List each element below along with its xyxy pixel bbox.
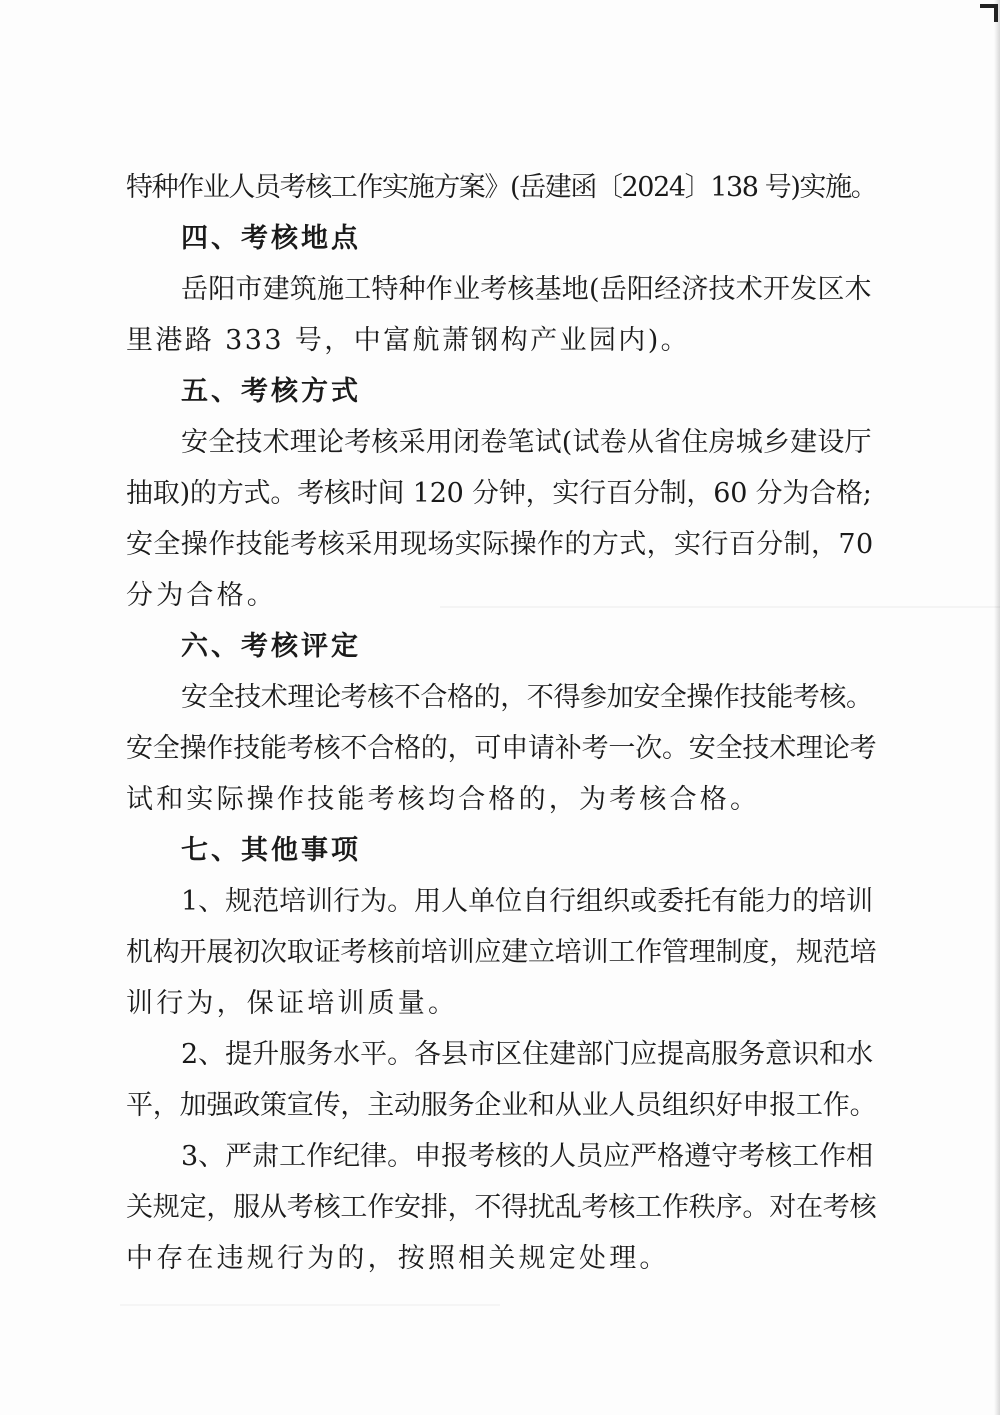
body-line: 特种作业人员考核工作实施方案》(岳建函〔2024〕138 号)实施。 <box>126 172 877 203</box>
body-line: 安全操作技能考核不合格的，可申请补考一次。安全技术理论考 <box>126 733 877 764</box>
body-line: 岳阳市建筑施工特种作业考核基地(岳阳经济技术开发区木 <box>181 274 872 305</box>
body-line: 中存在违规行为的，按照相关规定处理。 <box>126 1243 670 1274</box>
body-line: 3、严肃工作纪律。申报考核的人员应严格遵守考核工作相 <box>181 1141 874 1172</box>
body-line: 安全技术理论考核采用闭卷笔试(试卷从省住房城乡建设厅 <box>181 427 872 458</box>
body-line: 训行为，保证培训质量。 <box>126 988 459 1019</box>
body-line: 抽取)的方式。考核时间 120 分钟，实行百分制，60 分为合格; <box>126 478 872 509</box>
body-line: 试和实际操作技能考核均合格的，为考核合格。 <box>126 784 761 815</box>
body-line: 1、规范培训行为。用人单位自行组织或委托有能力的培训 <box>181 886 874 917</box>
body-line: 平，加强政策宣传，主动服务企业和从业人员组织好申报工作。 <box>126 1090 877 1121</box>
document-body <box>126 162 876 1284</box>
scan-edge <box>994 0 1000 1415</box>
body-line: 机构开展初次取证考核前培训应建立培训工作管理制度，规范培 <box>126 937 877 968</box>
body-line: 关规定，服从考核工作安排，不得扰乱考核工作秩序。对在考核 <box>126 1192 877 1223</box>
section-heading-evaluation: 六、考核评定 <box>181 631 361 662</box>
section-heading-method: 五、考核方式 <box>181 376 361 407</box>
scan-corner-mark <box>980 4 998 22</box>
scan-artifact-line <box>120 1304 500 1306</box>
body-line: 2、提升服务水平。各县市区住建部门应提高服务意识和水 <box>181 1039 874 1070</box>
body-line: 安全技术理论考核不合格的，不得参加安全操作技能考核。 <box>181 682 873 713</box>
section-heading-other: 七、其他事项 <box>181 835 361 866</box>
body-line: 里港路 333 号，中富航萧钢构产业园内)。 <box>126 325 691 356</box>
body-line: 分为合格。 <box>126 580 277 611</box>
body-line: 安全操作技能考核采用现场实际操作的方式，实行百分制，70 <box>126 529 874 560</box>
section-heading-location: 四、考核地点 <box>181 223 361 254</box>
